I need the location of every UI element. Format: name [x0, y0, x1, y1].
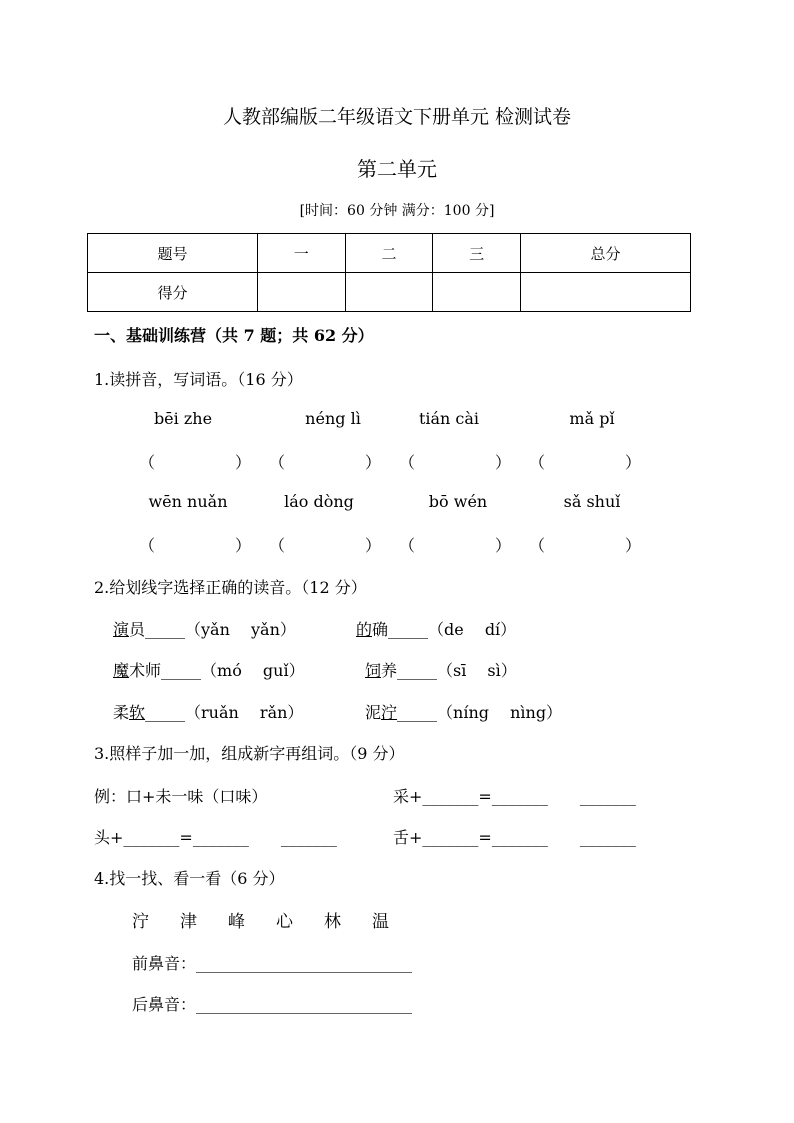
reading-item-rest: 确_____（de dí）: [372, 620, 517, 639]
pinyin: wēn nuǎn: [148, 492, 228, 511]
reading-item: [365, 658, 517, 681]
table-cell: 三: [433, 234, 521, 273]
pinyin: sǎ shuǐ: [563, 492, 621, 511]
pinyin: tián cài: [418, 409, 480, 428]
unit-title: 第二单元: [357, 157, 437, 181]
pinyin: néng lì: [305, 409, 361, 428]
pinyin: bō wén: [428, 492, 488, 511]
answer-blank[interactable]: （ ）: [529, 453, 642, 472]
fill-line[interactable]: 头+_______=_______ _______: [94, 828, 337, 847]
reading-item: [113, 700, 303, 723]
underlined-char: 饲: [365, 661, 382, 680]
reading-item-rest: _____（níng nìng）: [397, 703, 563, 722]
answer-blank[interactable]: （ ）: [399, 453, 512, 472]
underlined-char: 泞: [381, 703, 398, 722]
question-3-prompt: 3.照样子加一加，组成新字再组词。（9 分）: [94, 744, 405, 763]
character: 津: [180, 912, 197, 932]
underlined-char: 软: [129, 703, 146, 722]
character: 温: [372, 912, 389, 932]
character: 泞: [132, 912, 149, 932]
answer-blank[interactable]: （ ）: [139, 536, 252, 555]
reading-item-rest: 员_____（yǎn yǎn）: [129, 620, 296, 639]
question-4-prompt: 4.找一找、看一看（6 分）: [94, 869, 285, 888]
character: 林: [324, 912, 341, 932]
fill-line[interactable]: 采+_______=_______ _______: [393, 787, 636, 806]
answer-blank[interactable]: （ ）: [269, 453, 382, 472]
score-table: [87, 233, 691, 312]
score-table-header-row: [88, 234, 691, 273]
exam-meta: [时间：60 分钟 满分：100 分]: [299, 203, 495, 219]
score-cell[interactable]: [345, 273, 433, 312]
reading-item: [356, 617, 516, 640]
section-heading: 一、基础训练营（共 7 题；共 62 分）: [94, 326, 374, 345]
score-cell[interactable]: [433, 273, 521, 312]
pinyin: láo dòng: [284, 492, 354, 511]
underlined-char: 的: [356, 620, 373, 639]
front-nasal-line[interactable]: 前鼻音：___________________________: [132, 954, 413, 973]
table-cell: 一: [257, 234, 345, 273]
back-nasal-line[interactable]: 后鼻音：___________________________: [132, 995, 413, 1014]
table-cell: 二: [345, 234, 433, 273]
score-cell[interactable]: [521, 273, 691, 312]
reading-item-rest: 术师_____（mó guǐ）: [129, 661, 305, 680]
question-1-prompt: 1.读拼音，写词语。（16 分）: [94, 370, 303, 389]
character-list: [132, 907, 420, 932]
pinyin: bēi zhe: [153, 409, 213, 428]
table-cell: 题号: [88, 234, 258, 273]
character: 峰: [228, 912, 245, 932]
answer-blank[interactable]: （ ）: [399, 536, 512, 555]
reading-item-rest: 养_____（sī sì）: [381, 661, 517, 680]
fill-line[interactable]: 舌+_______=_______ _______: [393, 828, 636, 847]
example-line: 例：口+未一味（口味）: [94, 787, 268, 806]
pinyin: mǎ pǐ: [569, 409, 615, 428]
table-cell: 得分: [88, 273, 258, 312]
answer-blank[interactable]: （ ）: [139, 453, 252, 472]
reading-item: [113, 658, 305, 681]
plain-char: 柔: [113, 703, 130, 722]
underlined-char: 演: [113, 620, 130, 639]
reading-item-rest: _____（ruǎn rǎn）: [145, 703, 304, 722]
question-2-prompt: 2.给划线字选择正确的读音。（12 分）: [94, 578, 367, 597]
exam-title: 人教部编版二年级语文下册单元 检测试卷: [222, 106, 572, 128]
answer-blank[interactable]: （ ）: [529, 536, 642, 555]
score-cell[interactable]: [257, 273, 345, 312]
reading-item: [365, 700, 562, 723]
score-table-score-row: [88, 273, 691, 312]
reading-item: [113, 617, 296, 640]
plain-char: 泥: [365, 703, 382, 722]
table-cell: 总分: [521, 234, 691, 273]
answer-blank[interactable]: （ ）: [269, 536, 382, 555]
character: 心: [276, 912, 293, 932]
underlined-char: 魔: [113, 661, 130, 680]
